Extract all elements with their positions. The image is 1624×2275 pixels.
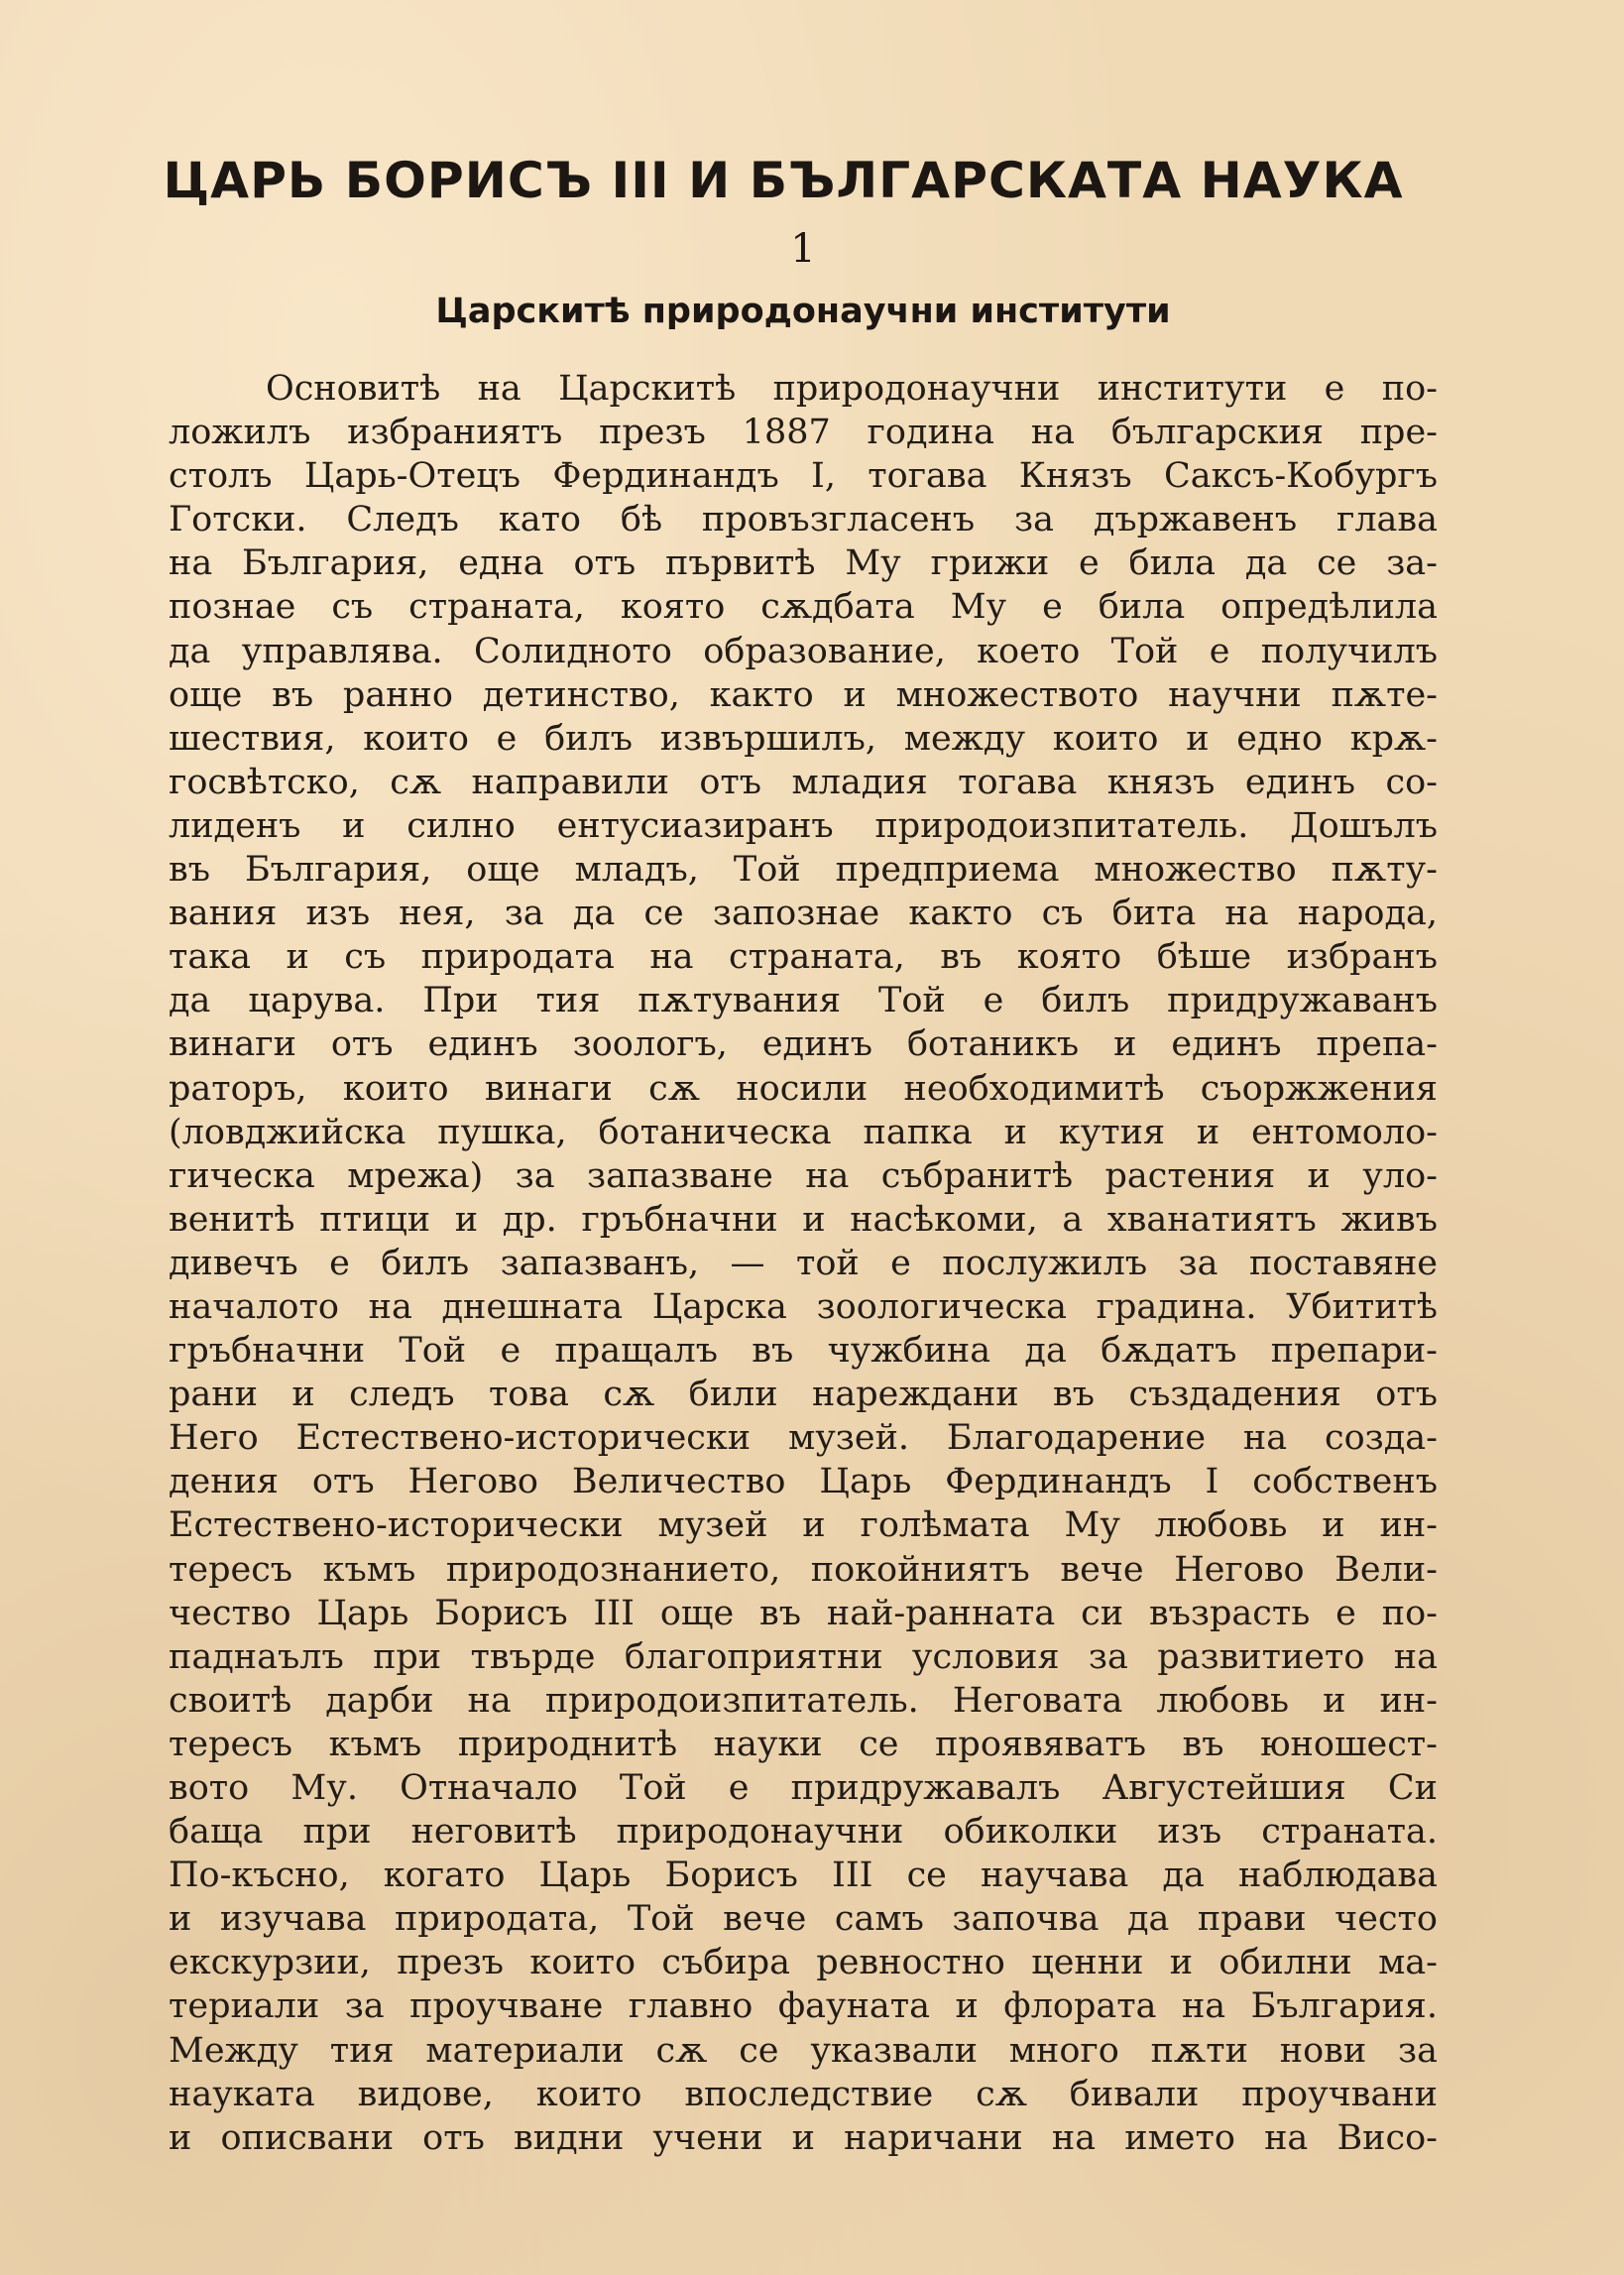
text-line: паднаълъ при твърде благоприятни условия за развитието на (169, 1636, 1438, 1677)
text-line: Естествено-исторически музей и голѣмата Му любовь и ин- (169, 1505, 1438, 1546)
text-line: раторъ, които винаги сѫ носили необходимитѣ съоржжения (169, 1068, 1438, 1109)
text-line: ложилъ избраниятъ презъ 1887 година на българския пре- (169, 413, 1438, 453)
text-line: и описвани отъ видни учени и наричани на името на Висо- (169, 2117, 1438, 2158)
text-line: да управлява. Солидното образование, което Той е получилъ (169, 631, 1438, 671)
text-line: чество Царь Борисъ III още въ най-ранната си възрасть е по- (169, 1593, 1438, 1633)
text-line: познае съ страната, която сѫдбата Му е била опредѣлила (169, 587, 1438, 628)
text-line: рани и следъ това сѫ били нареждани въ създадения отъ (169, 1375, 1438, 1415)
text-line: на България, една отъ първитѣ Му грижи е била да се за- (169, 543, 1438, 584)
section-heading: Царскитѣ природонаучни институти (435, 292, 1171, 331)
text-line: Основитѣ на Царскитѣ природонаучни институти е по- (266, 369, 1438, 409)
text-line: науката видове, които впоследствие сѫ бивали проучвани (169, 2074, 1438, 2114)
text-line: така и съ природата на страната, въ която бѣше избранъ (169, 937, 1438, 978)
text-line: госвѣтско, сѫ направили отъ младия тогава князъ единъ со- (169, 762, 1438, 802)
text-line: (ловджийска пушка, ботаническа папка и кутия и ентомоло- (169, 1112, 1438, 1152)
text-line: венитѣ птици и др. гръбначни и насѣкоми, а хванатиятъ живъ (169, 1199, 1438, 1240)
text-line: вания изъ нея, за да се запознае както съ бита на народа, (169, 894, 1438, 934)
text-line: баща при неговитѣ природонаучни обиколки изъ страната. (169, 1812, 1438, 1853)
text-line: вото Му. Отначало Той е придружавалъ Августейшия Си (169, 1768, 1438, 1808)
text-line: гръбначни Той е пращалъ въ чужбина да бѫдатъ препари- (169, 1331, 1438, 1372)
text-line: още въ ранно детинство, както и множеството научни пѫте- (169, 674, 1438, 715)
text-line: своитѣ дарби на природоизпитатель. Неговата любовь и ин- (169, 1680, 1438, 1721)
body-text (169, 367, 1438, 2160)
text-line: столъ Царь-Отецъ Фердинандъ I, тогава Князъ Саксъ-Кобургъ (169, 456, 1438, 497)
text-line: шествия, които е билъ извършилъ, между които и едно крѫ- (169, 718, 1438, 759)
text-line: тересъ къмъ природнитѣ науки се проявяватъ въ юношест- (169, 1724, 1438, 1764)
text-line: гическа мрежа) за запазване на събранитѣ растения и уло- (169, 1155, 1438, 1196)
text-line: началото на днешната Царска зоологическа градина. Убититѣ (169, 1286, 1438, 1327)
text-line: екскурзии, презъ които събира ревностно ценни и обилни ма- (169, 1943, 1438, 1983)
text-line: дения отъ Негово Величество Царь Фердинандъ I собственъ (169, 1462, 1438, 1502)
text-line: лиденъ и силно ентусиазиранъ природоизпитатель. Дошълъ (169, 805, 1438, 846)
text-line: и изучава природата, Той вече самъ започва да прави често (169, 1899, 1438, 1940)
text-line: дивечъ е билъ запазванъ, — той е послужилъ за поставяне (169, 1243, 1438, 1283)
text-line: да царува. При тия пѫтувания Той е билъ придружаванъ (169, 981, 1438, 1021)
text-line: тересъ къмъ природознанието, покойниятъ вече Негово Вели- (169, 1549, 1438, 1590)
text-line: Готски. Следъ като бѣ провъзгласенъ за държавенъ глава (169, 500, 1438, 540)
page-title: ЦАРЬ БОРИСЪ III И БЪЛГАРСКАТА НАУКА (163, 151, 1404, 209)
text-line: Между тия материали сѫ се указвали много пѫти нови за (169, 2030, 1438, 2071)
text-line: Него Естествено-исторически музей. Благодарение на созда- (169, 1418, 1438, 1459)
text-line: въ България, още младъ, Той предприема множество пѫту- (169, 850, 1438, 891)
section-number: 1 (790, 226, 816, 272)
text-line: винаги отъ единъ зоологъ, единъ ботаникъ и единъ препа- (169, 1024, 1438, 1065)
text-line: териали за проучване главно фауната и флората на България. (169, 1986, 1438, 2027)
text-line: По-късно, когато Царь Борисъ III се научава да наблюдава (169, 1856, 1438, 1896)
